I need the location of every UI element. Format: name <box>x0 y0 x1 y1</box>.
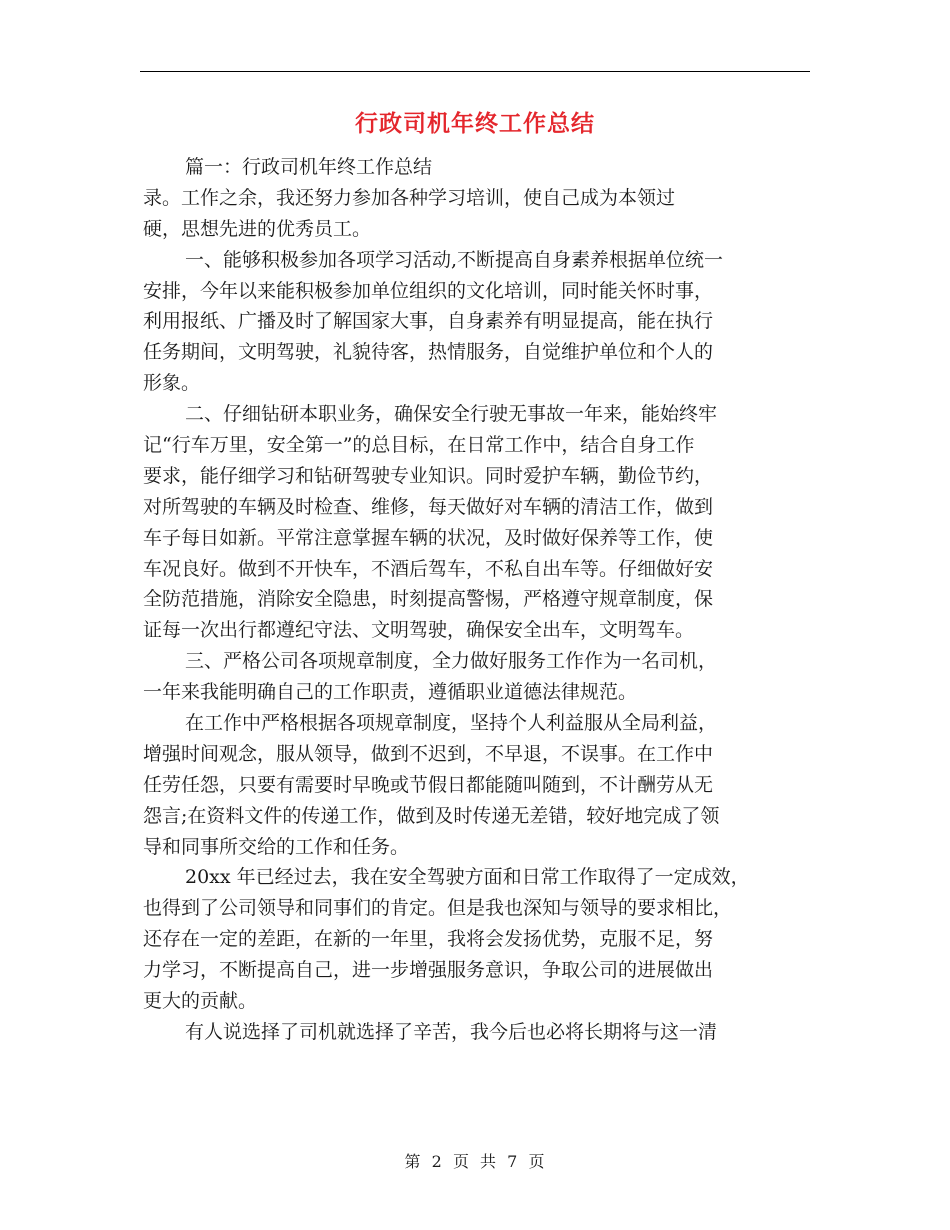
paragraph-line: 一、能够积极参加各项学习活动,不断提高自身素养根据单位统一 <box>185 248 724 271</box>
paragraph-line: 也得到了公司领导和同事们的肯定。但是我也深知与领导的要求相比， <box>143 897 733 920</box>
paragraph-line: 形象。 <box>143 372 201 395</box>
footer-ye: 页 <box>452 1152 470 1171</box>
paragraph-line: 在工作中严格根据各项规章制度，坚持个人利益服从全局利益， <box>185 712 718 735</box>
footer-gong: 共 <box>480 1152 498 1171</box>
page-footer <box>0 1151 950 1173</box>
paragraph-line: 力学习，不断提高自己，进一步增强服务意识，争取公司的进展做出 <box>143 959 714 982</box>
paragraph-line: 有人说选择了司机就选择了辛苦，我今后也必将长期将与这一清 <box>185 1020 718 1043</box>
paragraph-line: 篇一：行政司机年终工作总结 <box>185 156 433 178</box>
paragraph-line: 导和同事所交给的工作和任务。 <box>143 835 410 858</box>
paragraph-line: 硬，思想先进的优秀员工。 <box>143 217 372 240</box>
paragraph-line: 更大的贡献。 <box>143 990 258 1013</box>
document-title: 行政司机年终工作总结 <box>355 110 595 137</box>
paragraph-line: 对所驾驶的车辆及时检查、维修，每天做好对车辆的清洁工作，做到 <box>143 495 714 518</box>
paragraph-line: 还存在一定的差距，在新的一年里，我将会发扬优势，克服不足，努 <box>143 928 714 951</box>
paragraph-line: 记“行车万里，安全第一”的总目标，在日常工作中，结合自身工作 <box>143 434 695 457</box>
document-body <box>143 152 809 1048</box>
paragraph-line: 车况良好。做到不开快车，不酒后驾车，不私自出车等。仔细做好安 <box>143 557 714 580</box>
paragraph-line: 怨言;在资料文件的传递工作，做到及时传递无差错，较好地完成了领 <box>143 804 720 827</box>
paragraph-line: 要求，能仔细学习和钻研驾驶专业知识。同时爱护车辆，勤俭节约， <box>143 464 714 487</box>
paragraph-line: 增强时间观念，服从领导，做到不迟到，不早退，不误事。在工作中 <box>143 742 714 765</box>
header-rule <box>140 71 810 72</box>
paragraph-line: 二、仔细钻研本职业务，确保安全行驶无事故一年来，能始终牢 <box>185 403 718 426</box>
paragraph-line: 录。工作之余，我还努力参加各种学习培训，使自己成为本领过 <box>143 186 676 209</box>
footer-page-number: 2 <box>431 1152 443 1171</box>
paragraph-line: 任务期间，文明驾驶，礼貌待客，热情服务，自觉维护单位和个人的 <box>143 341 714 364</box>
paragraph-line: 利用报纸、广播及时了解国家大事，自身素养有明显提高，能在执行 <box>143 310 714 333</box>
paragraph-line: 一年来我能明确自己的工作职责，遵循职业道德法律规范。 <box>143 681 638 704</box>
paragraph-line: 20xx 年已经过去，我在安全驾驶方面和日常工作取得了一定成效， <box>185 866 750 889</box>
paragraph-line: 任劳任怨，只要有需要时早晚或节假日都能随叫随到，不计酬劳从无 <box>143 773 714 796</box>
footer-di: 第 <box>404 1152 422 1171</box>
paragraph-line: 证每一次出行都遵纪守法、文明驾驶，确保安全出车，文明驾车。 <box>143 619 695 642</box>
paragraph-line: 三、严格公司各项规章制度，全力做好服务工作作为一名司机， <box>185 650 718 673</box>
footer-ye-2: 页 <box>528 1152 546 1171</box>
paragraph-line: 车子每日如新。平常注意掌握车辆的状况，及时做好保养等工作，使 <box>143 526 714 549</box>
footer-total-pages: 7 <box>507 1152 519 1171</box>
paragraph-line: 安排，今年以来能积极参加单位组织的文化培训，同时能关怀时事， <box>143 279 714 302</box>
paragraph-line: 全防范措施，消除安全隐患，时刻提高警惕，严格遵守规章制度，保 <box>143 588 714 611</box>
